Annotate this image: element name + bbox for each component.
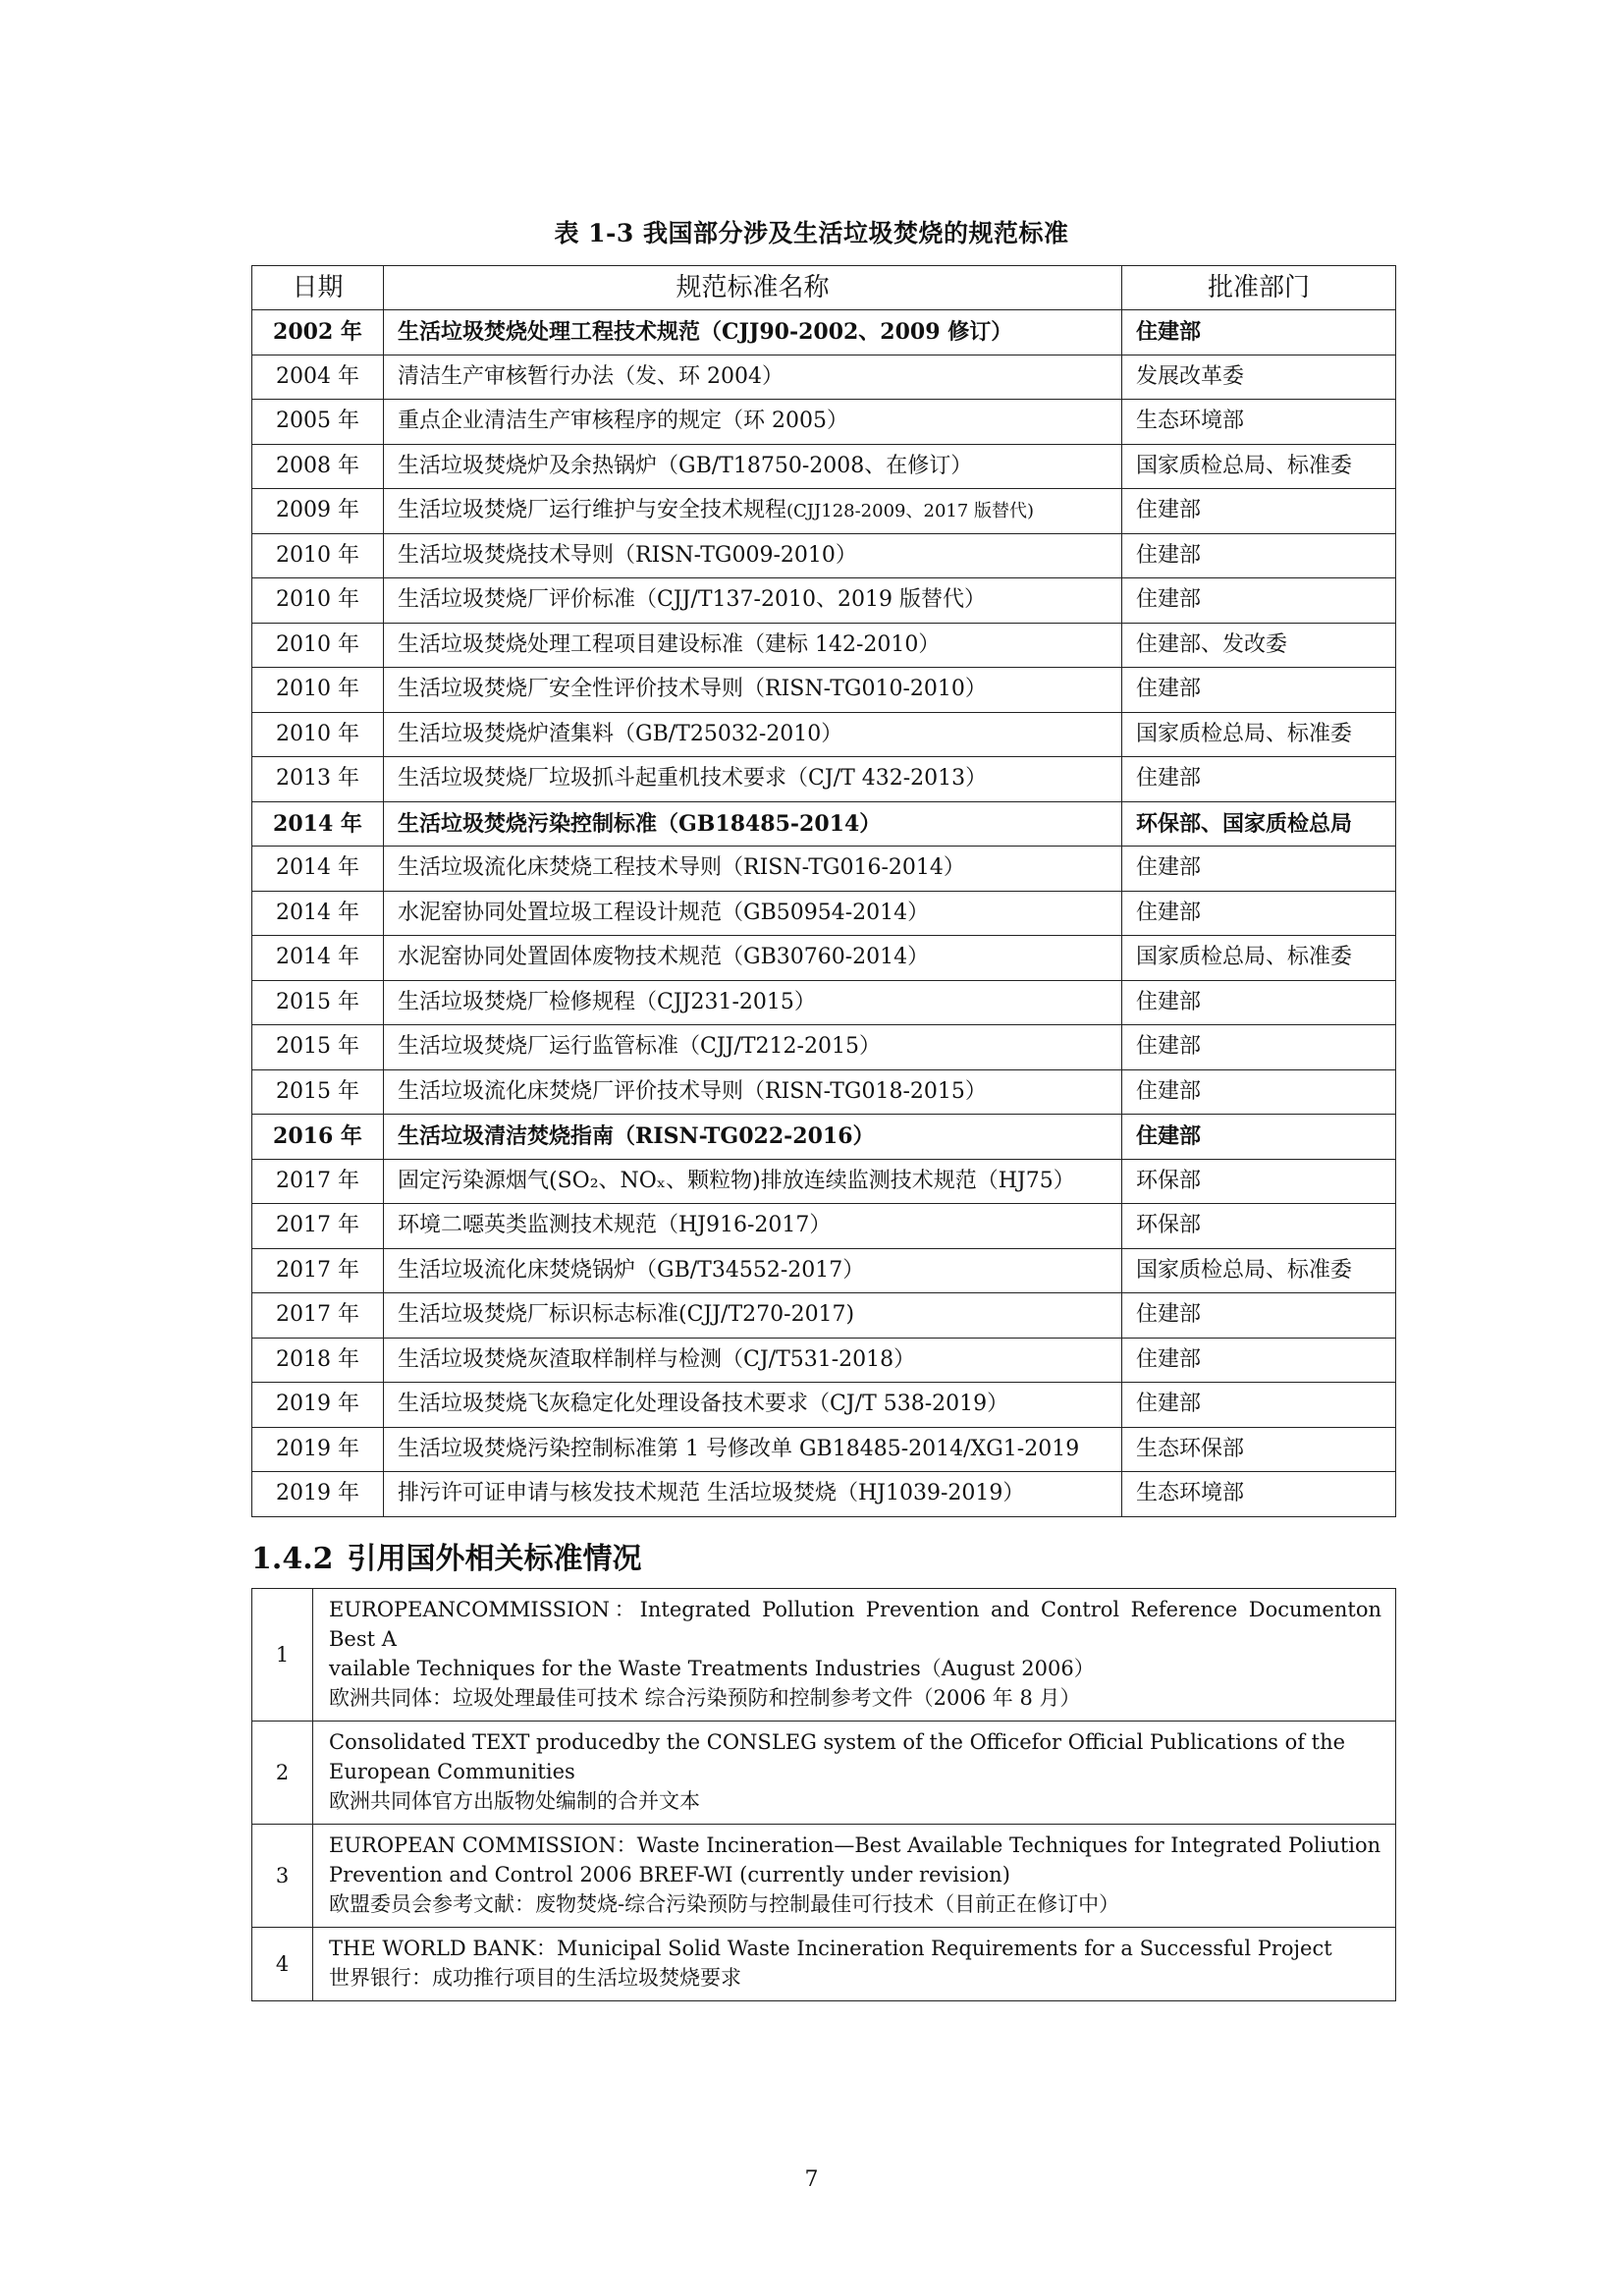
row-department: 国家质检总局、标准委 [1122, 1248, 1396, 1293]
header-dept: 批准部门 [1122, 266, 1396, 310]
row-date: 2014 年 [252, 847, 384, 892]
row-standard-name [384, 578, 1122, 624]
row-date: 2018 年 [252, 1338, 384, 1383]
row-department: 住建部 [1122, 1293, 1396, 1339]
standard-name-text: 生活垃圾焚烧厂运行维护与安全技术规程 [398, 498, 787, 523]
table-row [252, 1159, 1396, 1204]
row-department: 住建部 [1122, 533, 1396, 578]
page-number: 7 [804, 2167, 819, 2192]
reference-line: EUROPEAN COMMISSION：Waste Incineration—Best Available Techniques for Integrated Poliution [329, 1833, 1381, 1857]
row-department: 生态环境部 [1122, 400, 1396, 445]
row-date: 2016 年 [252, 1115, 384, 1160]
row-department: 国家质检总局、标准委 [1122, 936, 1396, 981]
standard-name-text: 生活垃圾焚烧污染控制标准（GB18485-2014） [398, 810, 882, 837]
row-date: 2010 年 [252, 668, 384, 713]
reference-row [252, 1589, 1396, 1722]
row-department: 住建部 [1122, 1025, 1396, 1070]
row-date: 2009 年 [252, 489, 384, 534]
reference-text [313, 1825, 1396, 1928]
row-date: 2004 年 [252, 355, 384, 400]
table-row [252, 936, 1396, 981]
row-department: 住建部 [1122, 1115, 1396, 1160]
table-row [252, 1472, 1396, 1517]
reference-line: 欧盟委员会参考文献：废物焚烧-综合污染预防与控制最佳可行技术（目前正在修订中） [329, 1892, 1120, 1916]
table-row [252, 1204, 1396, 1249]
standard-name-text: 排污许可证申请与核发技术规范 生活垃圾焚烧（HJ1039-2019） [398, 1481, 1025, 1506]
table-row [252, 1383, 1396, 1428]
row-date: 2015 年 [252, 1025, 384, 1070]
row-standard-name [384, 1115, 1122, 1160]
reference-line: vailable Techniques for the Waste Treatments Industries（August 2006） [329, 1657, 1095, 1680]
row-date: 2019 年 [252, 1427, 384, 1472]
row-date: 2014 年 [252, 891, 384, 936]
reference-line: THE WORLD BANK：Municipal Solid Waste Incineration Requirements for a Successful Project [329, 1937, 1332, 1960]
reference-index: 4 [252, 1928, 313, 2001]
standard-name-text: 环境二噁英类监测技术规范（HJ916-2017） [398, 1213, 832, 1238]
table-row [252, 891, 1396, 936]
row-department: 住建部 [1122, 668, 1396, 713]
table-row [252, 1427, 1396, 1472]
reference-line: 欧洲共同体官方出版物处编制的合并文本 [329, 1789, 700, 1813]
row-standard-name [384, 1338, 1122, 1383]
table-row [252, 355, 1396, 400]
row-department: 生态环境部 [1122, 1472, 1396, 1517]
standard-name-text: 水泥窑协同处置固体废物技术规范（GB30760-2014） [398, 945, 930, 970]
row-department: 住建部 [1122, 489, 1396, 534]
row-date: 2017 年 [252, 1248, 384, 1293]
reference-line: EUROPEANCOMMISSION：Integrated Pollution Prevention and Control Reference Documenton Best A [329, 1598, 1381, 1651]
standard-name-text: 生活垃圾焚烧炉渣集料（GB/T25032-2010） [398, 721, 843, 746]
row-date: 2010 年 [252, 623, 384, 668]
reference-index: 1 [252, 1589, 313, 1722]
reference-row [252, 1722, 1396, 1825]
row-department: 住建部 [1122, 757, 1396, 802]
standard-name-text: 生活垃圾焚烧污染控制标准第 1 号修改单 GB18485-2014/XG1-2019 [398, 1436, 1080, 1461]
row-department: 住建部 [1122, 578, 1396, 624]
reference-row [252, 1825, 1396, 1928]
row-standard-name [384, 847, 1122, 892]
standard-name-text: 生活垃圾焚烧厂垃圾抓斗起重机技术要求（CJ/T 432-2013） [398, 766, 988, 792]
row-standard-name [384, 980, 1122, 1025]
row-standard-name [384, 1204, 1122, 1249]
table-row [252, 1293, 1396, 1339]
section-heading [251, 1534, 642, 1577]
row-standard-name [384, 1069, 1122, 1115]
row-department: 环保部 [1122, 1204, 1396, 1249]
table-row [252, 578, 1396, 624]
reference-line: Prevention and Control 2006 BREF-WI (currently under revision) [329, 1863, 1010, 1886]
row-date: 2017 年 [252, 1204, 384, 1249]
table-row [252, 1025, 1396, 1070]
standard-name-text: 固定污染源烟气(SO₂、NOₓ、颗粒物)排放连续监测技术规范（HJ75） [398, 1168, 1075, 1193]
table-row [252, 1248, 1396, 1293]
row-standard-name [384, 1248, 1122, 1293]
row-department: 住建部 [1122, 1338, 1396, 1383]
row-department: 住建部 [1122, 847, 1396, 892]
standards-table [251, 265, 1396, 1517]
standard-name-text: 生活垃圾焚烧灰渣取样制样与检测（CJ/T531-2018） [398, 1346, 916, 1372]
reference-line: 世界银行：成功推行项目的生活垃圾焚烧要求 [329, 1966, 741, 1990]
header-date: 日期 [252, 266, 384, 310]
standard-name-text: 生活垃圾焚烧飞灰稳定化处理设备技术要求（CJ/T 538-2019） [398, 1392, 1009, 1417]
row-department: 住建部 [1122, 891, 1396, 936]
standard-name-text: 水泥窑协同处置垃圾工程设计规范（GB50954-2014） [398, 900, 930, 925]
row-standard-name [384, 1472, 1122, 1517]
row-date: 2014 年 [252, 936, 384, 981]
table-caption: 表 1-3 我国部分涉及生活垃圾焚烧的规范标准 [554, 219, 1069, 247]
table-row [252, 712, 1396, 757]
standard-name-text: 生活垃圾流化床焚烧厂评价技术导则（RISN-TG018-2015） [398, 1078, 987, 1104]
table-row [252, 310, 1396, 355]
standard-name-text: 生活垃圾焚烧厂检修规程（CJJ231-2015） [398, 989, 816, 1014]
row-department: 住建部 [1122, 1383, 1396, 1428]
row-date: 2015 年 [252, 1069, 384, 1115]
section-title: 引用国外相关标准情况 [347, 1542, 642, 1576]
row-date: 2010 年 [252, 712, 384, 757]
row-standard-name [384, 1427, 1122, 1472]
table-row [252, 444, 1396, 489]
standard-name-text: 生活垃圾焚烧厂标识标志标准(CJJ/T270-2017) [398, 1302, 855, 1328]
row-date: 2002 年 [252, 310, 384, 355]
row-department: 环保部、国家质检总局 [1122, 801, 1396, 847]
standard-name-text: 生活垃圾流化床焚烧锅炉（GB/T34552-2017） [398, 1257, 865, 1283]
table-row [252, 980, 1396, 1025]
standard-name-text: 生活垃圾焚烧处理工程项目建设标准（建标 142-2010） [398, 631, 941, 657]
standard-name-text: 生活垃圾清洁焚烧指南（RISN-TG022-2016） [398, 1123, 875, 1150]
reference-line: 欧洲共同体：垃圾处理最佳可技术 综合污染预防和控制参考文件（2006 年 8 月） [329, 1686, 1081, 1710]
table-row [252, 757, 1396, 802]
row-department: 环保部 [1122, 1159, 1396, 1204]
row-date: 2010 年 [252, 533, 384, 578]
row-standard-name [384, 668, 1122, 713]
standard-name-text: 重点企业清洁生产审核程序的规定（环 2005） [398, 409, 848, 434]
row-standard-name [384, 1025, 1122, 1070]
header-name: 规范标准名称 [384, 266, 1122, 310]
standard-name-text: 生活垃圾流化床焚烧工程技术导则（RISN-TG016-2014） [398, 855, 965, 881]
row-standard-name [384, 1159, 1122, 1204]
reference-index: 2 [252, 1722, 313, 1825]
row-standard-name [384, 801, 1122, 847]
reference-row [252, 1928, 1396, 2001]
table-row [252, 801, 1396, 847]
standards-table-body [252, 310, 1396, 1517]
row-standard-name [384, 757, 1122, 802]
standard-name-note: (CJJ128-2009、2017 版替代) [786, 501, 1035, 522]
row-standard-name [384, 936, 1122, 981]
row-department: 国家质检总局、标准委 [1122, 444, 1396, 489]
row-standard-name [384, 533, 1122, 578]
row-standard-name [384, 712, 1122, 757]
row-standard-name [384, 1293, 1122, 1339]
row-standard-name [384, 400, 1122, 445]
row-date: 2017 年 [252, 1159, 384, 1204]
standard-name-text: 生活垃圾焚烧厂评价标准（CJJ/T137-2010、2019 版替代） [398, 587, 986, 613]
row-date: 2005 年 [252, 400, 384, 445]
reference-line: Consolidated TEXT producedby the CONSLEG system of the Officefor Official Publications of the [329, 1730, 1346, 1754]
standard-name-text: 生活垃圾焚烧处理工程技术规范（CJJ90-2002、2009 修订） [398, 319, 1013, 346]
reference-text [313, 1722, 1396, 1825]
table-row [252, 1338, 1396, 1383]
row-department: 住建部 [1122, 980, 1396, 1025]
row-date: 2008 年 [252, 444, 384, 489]
reference-text [313, 1928, 1396, 2001]
table-row [252, 489, 1396, 534]
row-standard-name [384, 310, 1122, 355]
table-row [252, 533, 1396, 578]
row-department: 住建部 [1122, 310, 1396, 355]
row-standard-name [384, 891, 1122, 936]
table-row [252, 1069, 1396, 1115]
row-department: 住建部、发改委 [1122, 623, 1396, 668]
row-department: 国家质检总局、标准委 [1122, 712, 1396, 757]
section-number: 1.4.2 [251, 1542, 334, 1576]
row-standard-name [384, 355, 1122, 400]
reference-line: European Communities [329, 1760, 575, 1783]
reference-index: 3 [252, 1825, 313, 1928]
table-row [252, 1115, 1396, 1160]
row-date: 2013 年 [252, 757, 384, 802]
row-standard-name [384, 489, 1122, 534]
row-standard-name [384, 1383, 1122, 1428]
row-department: 生态环保部 [1122, 1427, 1396, 1472]
table-row [252, 400, 1396, 445]
table-row [252, 623, 1396, 668]
table-row [252, 847, 1396, 892]
standard-name-text: 清洁生产审核暂行办法（发、环 2004） [398, 363, 784, 389]
row-department: 发展改革委 [1122, 355, 1396, 400]
table-row [252, 668, 1396, 713]
standard-name-text: 生活垃圾焚烧技术导则（RISN-TG009-2010） [398, 542, 857, 568]
reference-text [313, 1589, 1396, 1722]
table-header-row [252, 266, 1396, 310]
row-standard-name [384, 623, 1122, 668]
row-date: 2010 年 [252, 578, 384, 624]
row-date: 2015 年 [252, 980, 384, 1025]
standard-name-text: 生活垃圾焚烧厂运行监管标准（CJJ/T212-2015） [398, 1034, 881, 1060]
row-date: 2017 年 [252, 1293, 384, 1339]
row-date: 2019 年 [252, 1383, 384, 1428]
row-date: 2019 年 [252, 1472, 384, 1517]
standard-name-text: 生活垃圾焚烧厂安全性评价技术导则（RISN-TG010-2010） [398, 677, 987, 702]
row-date: 2014 年 [252, 801, 384, 847]
row-department: 住建部 [1122, 1069, 1396, 1115]
row-standard-name [384, 444, 1122, 489]
standard-name-text: 生活垃圾焚烧炉及余热锅炉（GB/T18750-2008、在修订） [398, 453, 973, 478]
references-table [251, 1588, 1396, 2001]
references-table-body [252, 1589, 1396, 2001]
